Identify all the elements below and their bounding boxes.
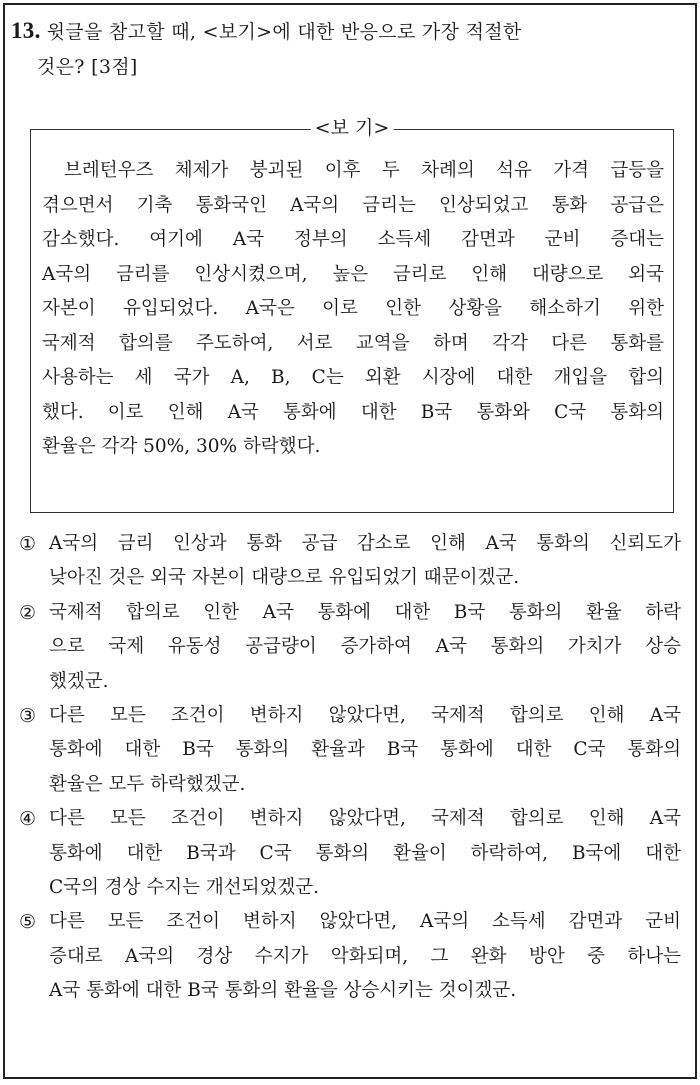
choice-2-number: ② [19,601,37,624]
question-line-1 [11,13,686,50]
choice-line: 통화에 대한 B국과 C국 통화의 환율이 하락하여, B국에 대한 [49,842,681,864]
bogi-line: 브레턴우즈 체제가 붕괴된 이후 두 차례의 석유 가격 급등을 [64,160,664,181]
choice-5[interactable] [19,905,681,1008]
question-number: 13. [11,18,41,43]
choice-4-number: ④ [19,808,37,831]
choice-3-number: ③ [19,705,37,728]
choice-4[interactable] [19,802,681,905]
bogi-passage [42,154,664,465]
bogi-line: 국제적 합의를 주도하여, 서로 교역을 하며 각각 다른 통화를 [42,332,664,354]
choice-line: 다른 모든 조건이 변하지 않았다면, 국제적 합의로 인해 A국 [49,705,681,727]
bogi-line: 감소했다. 여기에 A국 정부의 소득세 감면과 군비 증대는 [42,229,664,250]
bogi-line: 했다. 이로 인해 A국 통화에 대한 B국 통화와 C국 통화의 [42,401,664,423]
choice-3[interactable] [19,699,681,802]
choice-line: C국의 경상 수지는 개선되었겠군. [49,877,320,899]
choice-1[interactable] [19,527,681,596]
choice-line: 다른 모든 조건이 변하지 않았다면, A국의 소득세 감면과 군비 [49,911,681,933]
bogi-line: 자본이 유입되었다. A국은 이로 인한 상황을 해소하기 위한 [42,298,664,319]
choice-line: 으로 국제 유동성 공급량이 증가하여 A국 통화의 가치가 상승 [49,636,681,658]
choice-line: 국제적 합의로 인한 A국 통화에 대한 B국 통화의 환율 하락 [49,601,681,623]
choice-line: 했겠군. [49,670,109,692]
choice-1-number: ① [19,533,37,555]
bogi-box [30,117,674,513]
choice-line: 다른 모든 조건이 변하지 않았다면, 국제적 합의로 인해 A국 [49,808,681,830]
bogi-line: 환율은 각각 50%, 30% 하락했다. [42,436,321,457]
choice-line: A국 통화에 대한 B국 통화의 환율을 상승시키는 것이겠군. [49,980,517,1002]
answer-choices [19,527,681,1009]
choice-line: 통화에 대한 B국 통화의 환율과 B국 통화에 대한 C국 통화의 [49,739,681,761]
bogi-line: A국의 금리를 인상시켰으며, 높은 금리로 인해 대량으로 외국 [42,263,664,285]
bogi-title: <보 기> [311,115,394,141]
question-line-2: 것은? [3점] [37,56,138,78]
bogi-line: 사용하는 세 국가 A, B, C는 외환 시장에 대한 개입을 합의 [42,367,664,388]
choice-line: A국의 금리 인상과 통화 공급 감소로 인해 A국 통화의 신뢰도가 [49,533,681,554]
choice-2[interactable] [19,596,681,699]
choice-5-number: ⑤ [19,911,37,934]
exam-page [3,3,697,1079]
question-stem [11,13,686,85]
question-prompt: 윗글을 참고할 때, <보기>에 대한 반응으로 가장 적절한 [46,21,522,43]
choice-line: 환율은 모두 하락했겠군. [49,773,246,795]
choice-line: 증대로 A국의 경상 수지가 악화되며, 그 완화 방안 중 하나는 [49,945,681,967]
bogi-line: 겪으면서 기축 통화국인 A국의 금리는 인상되었고 통화 공급은 [42,194,664,216]
choice-line: 낮아진 것은 외국 자본이 대량으로 유입되었기 때문이겠군. [49,567,520,589]
